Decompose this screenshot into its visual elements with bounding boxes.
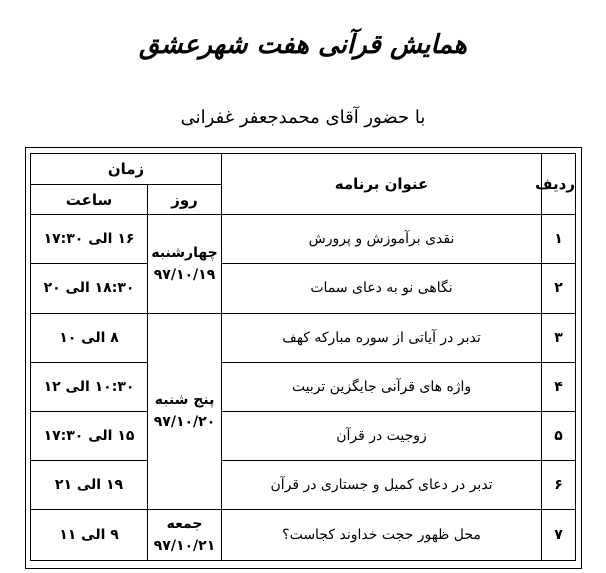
- row-number: ۲: [542, 264, 576, 313]
- program-title: محل ظهور حجت خداوند کجاست؟: [222, 509, 542, 560]
- program-title: تدبر در دعای کمیل و جستاری در قرآن: [222, 460, 542, 509]
- header-program-title: عنوان برنامه: [222, 154, 542, 215]
- table-row: [31, 362, 576, 411]
- row-number: ۶: [542, 460, 576, 509]
- row-number: ۴: [542, 362, 576, 411]
- header-hour: ساعت: [31, 184, 148, 215]
- header-row: [31, 154, 576, 185]
- header-day: روز: [148, 184, 222, 215]
- page-subtitle: با حضور آقای محمدجعفر غفرانی: [180, 107, 426, 128]
- table-row: [31, 313, 576, 362]
- table-row: [31, 509, 576, 560]
- table-row: [31, 411, 576, 460]
- table-row: [31, 264, 576, 313]
- day-name: جمعه: [166, 515, 203, 532]
- schedule-table: [30, 153, 576, 561]
- program-title: نقدی برآموزش و پرورش: [222, 215, 542, 264]
- day-date: ۹۷/۱۰/۲۱: [153, 537, 216, 554]
- hour-cell: ۱۹ الی ۲۱: [31, 460, 148, 509]
- hour-cell: ۸ الی ۱۰: [31, 313, 148, 362]
- hour-cell: ۱۵ الی ۱۷:۳۰: [31, 411, 148, 460]
- hour-cell: ۹ الی ۱۱: [31, 509, 148, 560]
- header-radif: ردیف: [542, 154, 576, 215]
- hour-cell: ۱۰:۳۰ الی ۱۲: [31, 362, 148, 411]
- day-name: چهارشنبه: [151, 244, 218, 261]
- program-title: واژه های قرآنی جایگزین تربیت: [222, 362, 542, 411]
- hour-cell: ۱۸:۳۰ الی ۲۰: [31, 264, 148, 313]
- day-cell: [148, 313, 222, 509]
- day-date: ۹۷/۱۰/۲۰: [153, 414, 216, 431]
- header-time: زمان: [31, 154, 222, 185]
- table-row: [31, 215, 576, 264]
- row-number: ۱: [542, 215, 576, 264]
- day-cell: [148, 215, 222, 313]
- program-title: تدبر در آیاتی از سوره مبارکه کهف: [222, 313, 542, 362]
- table-row: [31, 460, 576, 509]
- program-title: نگاهی نو به دعای سمات: [222, 264, 542, 313]
- day-date: ۹۷/۱۰/۱۹: [153, 266, 216, 283]
- row-number: ۳: [542, 313, 576, 362]
- row-number: ۷: [542, 509, 576, 560]
- program-title: زوجیت در قرآن: [222, 411, 542, 460]
- hour-cell: ۱۶ الی ۱۷:۳۰: [31, 215, 148, 264]
- row-number: ۵: [542, 411, 576, 460]
- day-name: پنج شنبه: [154, 391, 215, 408]
- day-cell: [148, 509, 222, 560]
- page-title: همایش قرآنی هفت شهرعشق: [138, 30, 467, 60]
